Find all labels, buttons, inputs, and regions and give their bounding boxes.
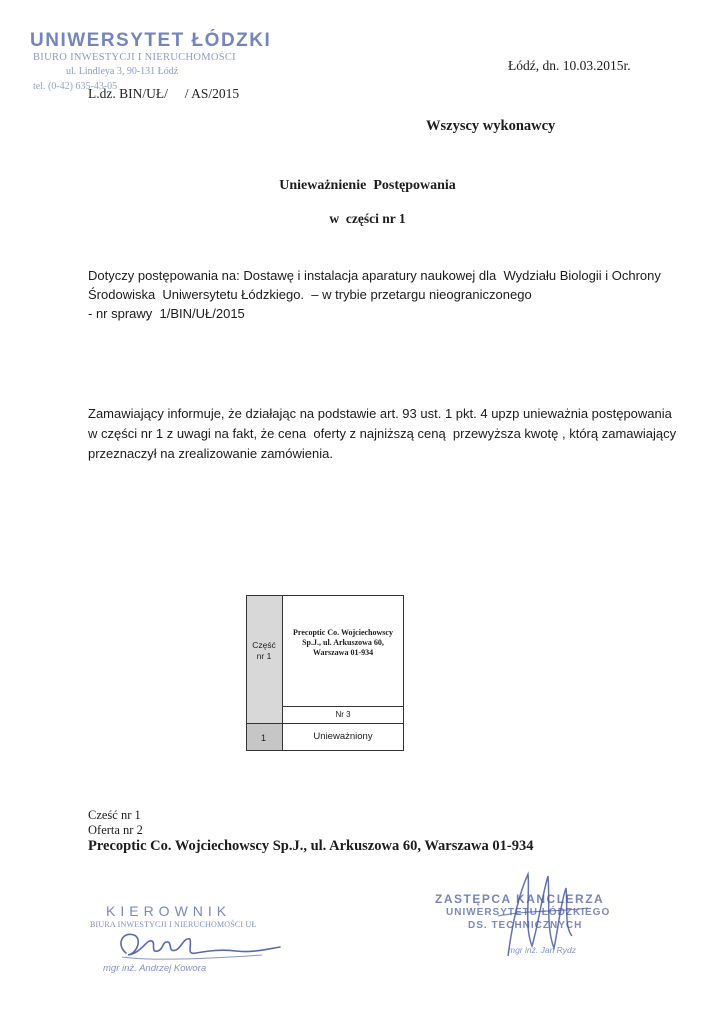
part-label-number: nr 1 <box>256 651 272 661</box>
offer-line-1: Precoptic Co. Wojciechowscy <box>293 628 393 637</box>
document-subtitle <box>0 211 725 227</box>
stamp-left-title: KIEROWNIK <box>106 903 232 919</box>
offer-header-cell <box>283 628 403 658</box>
concerns-line-2: Środowiska Uniwersytetu Łódzkiego. – w trybie przetargu nieograniczonego <box>88 287 532 302</box>
notice-paragraph <box>88 404 677 464</box>
document-date: Łódź, dn. 10.03.2015r. <box>508 58 631 73</box>
row-number: 1 <box>261 733 267 743</box>
table-divider <box>283 723 404 724</box>
notice-line-1: Zamawiający informuje, że działając na podstawie art. 93 ust. 1 pkt. 4 upzp unieważnia postępowania <box>88 406 672 421</box>
stamp-address: ul. Lindleya 3, 90-131 Łódź <box>66 66 179 77</box>
stamp-university: UNIWERSYTET ŁÓDZKI <box>30 30 272 51</box>
table-divider <box>283 706 404 707</box>
subtitle-text: w części nr 1 <box>329 211 406 226</box>
reference-number: L.dz. BIN/UŁ/ / AS/2015 <box>88 86 240 101</box>
result-cell: Unieważniony <box>313 731 373 742</box>
part-label <box>247 640 281 662</box>
document-title <box>0 178 725 194</box>
stamp-right-line-1: UNIWERSYTETU ŁÓDZKIEGO <box>446 907 611 918</box>
part-label-word: Część <box>252 640 276 650</box>
addressee: Wszyscy wykonawcy <box>426 118 556 134</box>
offer-number-cell: Nr 3 <box>335 710 351 719</box>
stamp-right-line-2: DS. TECHNICZNYCH <box>468 920 583 931</box>
concerns-paragraph <box>88 266 668 323</box>
concerns-line-3: - nr sprawy 1/BIN/UŁ/2015 <box>88 306 245 321</box>
stamp-phone: tel. (0-42) 635-43-05 <box>33 81 118 92</box>
concerns-line-1: Dotyczy postępowania na: Dostawę i instalacja aparatury naukowej dla Wydziału Biologii i Ochrony <box>88 268 661 283</box>
footer-offer: Oferta nr 2 <box>88 823 143 837</box>
footer-company: Precoptic Co. Wojciechowscy Sp.J., ul. Arkuszowa 60, Warszawa 01-934 <box>88 838 534 854</box>
stamp-right-title: ZASTĘPCA KANCLERZA <box>435 892 605 906</box>
notice-line-2: w części nr 1 z uwagi na fakt, że cena oferty z najniższą ceną przewyższa kwotę , którą zamawiający <box>88 426 677 441</box>
stamp-right-name: mgr inż. Jan Rydz <box>508 945 577 955</box>
stamp-left-office: BIURA INWESTYCJI I NIERUCHOMOŚCI UŁ <box>90 920 257 929</box>
footer-part: Cześć nr 1 <box>88 808 141 822</box>
offer-line-2: Sp.J., ul. Arkuszowa 60, <box>302 638 384 647</box>
stamp-office: BIURO INWESTYCJI I NIERUCHOMOŚCI <box>33 52 236 63</box>
title-text: Unieważnienie Postępowania <box>279 178 456 193</box>
offer-line-3: Warszawa 01-934 <box>312 648 374 657</box>
stamp-left-name: mgr inż. Andrzej Kowora <box>103 963 207 974</box>
notice-line-3: przeznaczył na zrealizowanie zamówienia. <box>88 446 333 461</box>
part-column <box>247 596 283 750</box>
results-table <box>246 595 404 751</box>
signature-left-icon <box>112 923 282 968</box>
